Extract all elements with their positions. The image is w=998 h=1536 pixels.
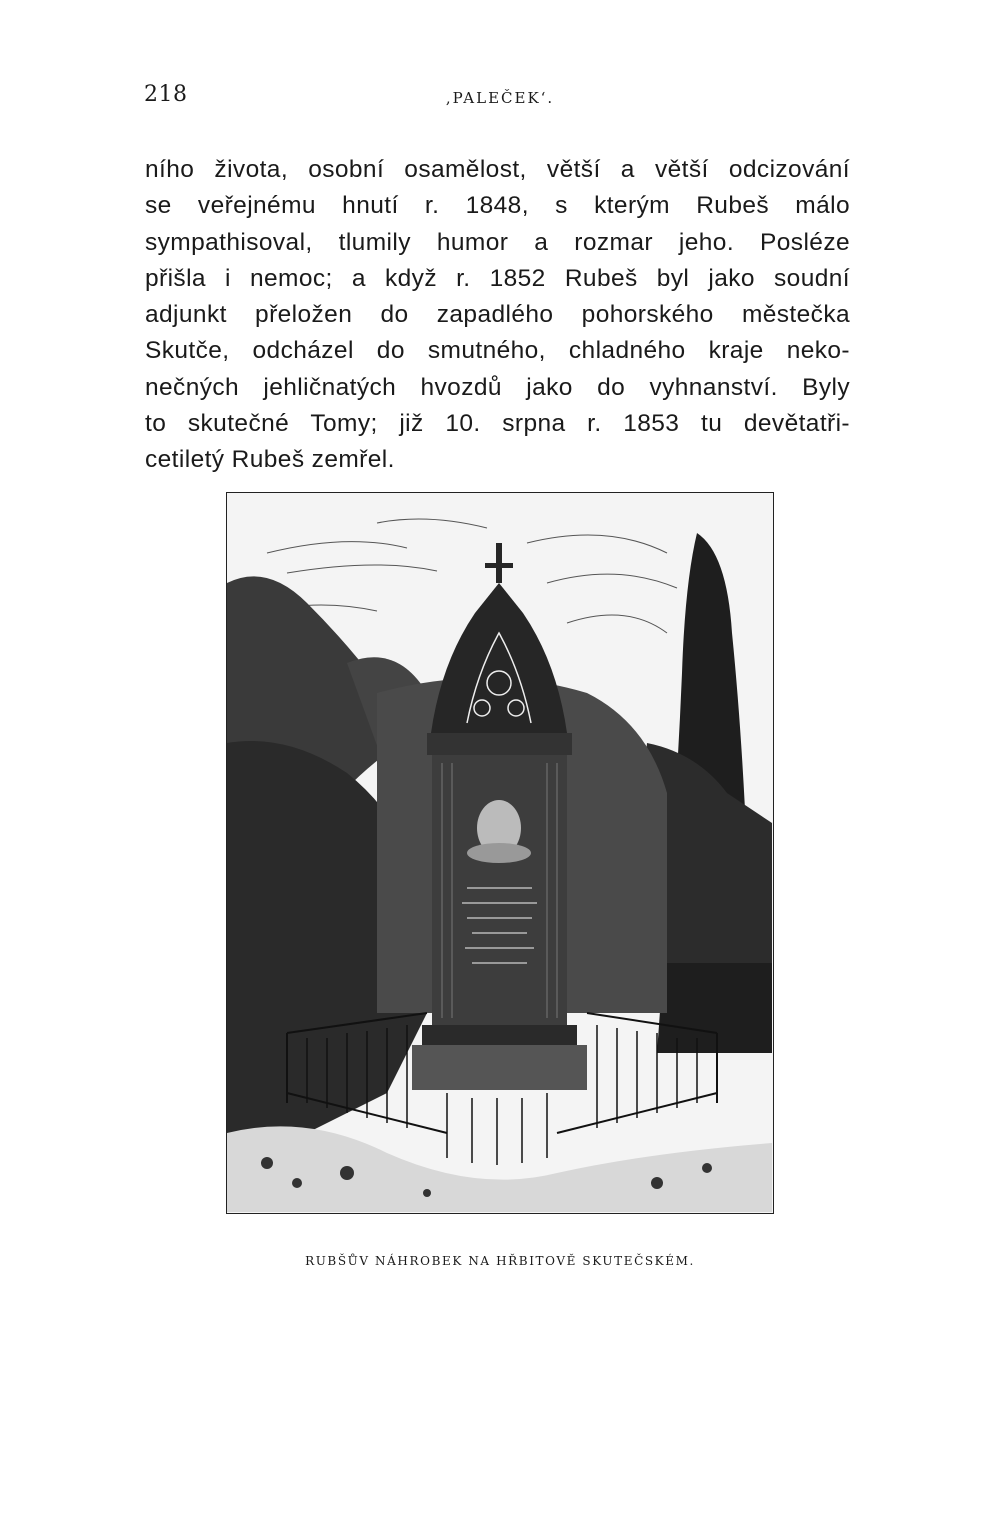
page-number: 218 xyxy=(144,82,188,107)
text-line: Skutče, odcházel do smutného, chladného kraje neko- xyxy=(145,337,850,365)
running-head: ‚PALEČEK‘. xyxy=(445,89,555,107)
text-line: nečných jehličnatých hvozdů jako do vyhnanství. Byly xyxy=(145,373,850,401)
figure-caption: RUBŠŮV NÁHROBEK NA HŘBITOVĚ SKUTEČSKÉM. xyxy=(305,1254,695,1268)
text-line: přišla i nemoc; a když r. 1852 Rubeš byl jako soudní xyxy=(145,264,850,292)
text-line: ního života, osobní osamělost, větší a větší odcizování xyxy=(145,156,850,183)
text-line: to skutečné Tomy; již 10. srpna r. 1853 tu devětatři- xyxy=(145,410,850,438)
text-line: adjunkt přeložen do zapadlého pohorského městečka xyxy=(145,301,850,329)
tomb-illustration xyxy=(226,492,774,1214)
text-line: sympathisoval, tlumily humor a rozmar jeho. Posléze xyxy=(145,228,850,256)
text-line: cetiletý Rubeš zemřel. xyxy=(145,446,395,474)
body-paragraph xyxy=(145,152,850,479)
text-line: se veřejnému hnutí r. 1848, s kterým Rubeš málo xyxy=(145,192,850,220)
